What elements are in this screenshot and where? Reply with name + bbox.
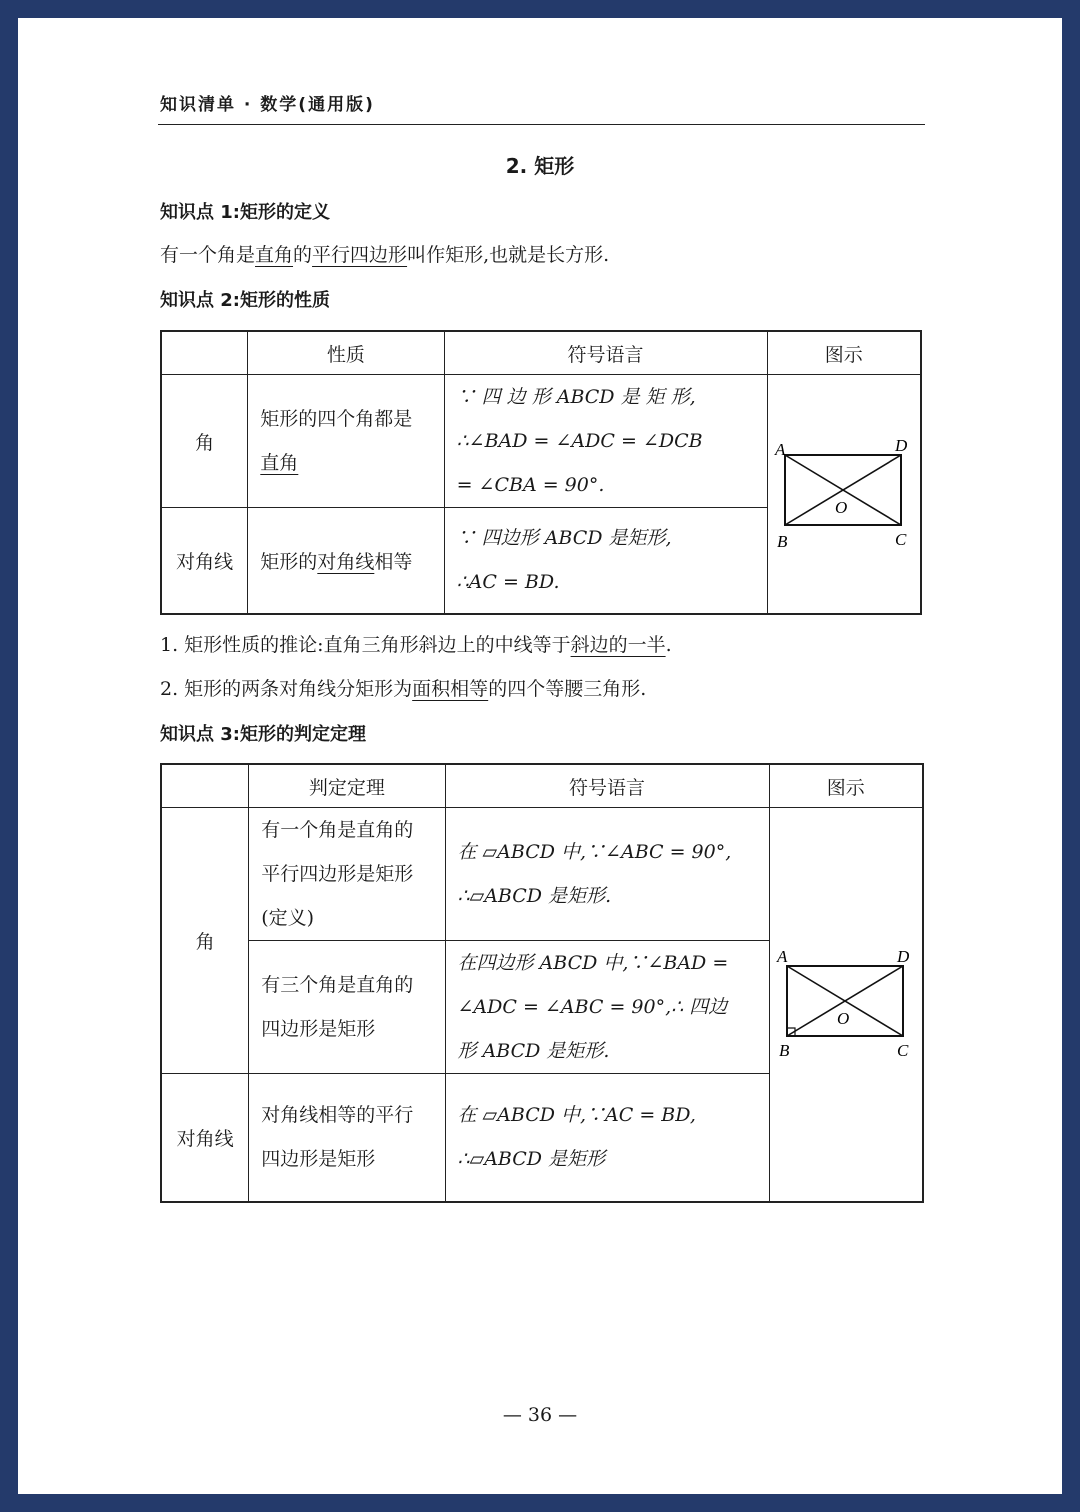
criteria-symbol-3 [445, 1074, 769, 1202]
criteria-symbol-3-line1: 在 ▱ABCD 中,∵AC = BD, [457, 1104, 696, 1127]
criteria-theorem-3 [249, 1074, 445, 1202]
property-diagonal [248, 508, 444, 614]
criteria-header-theorem: 判定定理 [249, 764, 445, 808]
properties-table [160, 330, 922, 615]
properties-header-figure: 图示 [767, 331, 921, 375]
label-d: D [894, 436, 908, 456]
criteria-theorem-1-line2: 平行四边形是矩形 [261, 863, 414, 885]
note-2 [160, 674, 646, 701]
property-diagonal-text-b: 相等 [374, 550, 413, 573]
note-1-underline: 斜边的一半 [570, 634, 666, 656]
rectangle-figure-criteria [771, 942, 921, 1062]
criteria-symbol-1-line2: ∴▱ABCD 是矩形. [457, 885, 612, 907]
criteria-symbol-2-line1: 在四边形 ABCD 中,∵∠BAD = [457, 952, 729, 974]
kp1-title: 知识点 1:矩形的定义 [160, 202, 330, 223]
kp3-title: 知识点 3:矩形的判定定理 [160, 724, 366, 745]
criteria-symbol-2 [445, 941, 769, 1074]
symbol-diagonal-line2: ∴AC = BD. [456, 571, 560, 594]
kp1-text-a: 有一个角是 [160, 244, 256, 266]
kp1-underline-parallelogram: 平行四边形 [312, 244, 408, 266]
kp1-text-c: 叫作矩形,也就是长方形. [407, 244, 610, 266]
symbol-angle-line3: = ∠CBA = 90°. [456, 474, 605, 496]
note-1 [160, 630, 672, 657]
note-2-underline: 面积相等 [412, 678, 489, 700]
criteria-header-empty [161, 764, 249, 808]
property-angle-text: 矩形的四个角都是 [260, 408, 413, 430]
header-rule [158, 124, 925, 125]
kp2-title: 知识点 2:矩形的性质 [160, 290, 330, 311]
criteria-table [160, 763, 924, 1203]
label-a: A [774, 440, 786, 460]
figure-cell-criteria [769, 808, 923, 1202]
note-1-text-b: . [665, 634, 672, 656]
criteria-header-symbol: 符号语言 [445, 764, 769, 808]
criteria-theorem-3-line2: 四边形是矩形 [261, 1148, 376, 1171]
label-c: C [894, 530, 907, 550]
symbol-angle [444, 375, 767, 508]
criteria-row-1 [161, 808, 923, 941]
label-b: B [776, 532, 788, 552]
label-o-criteria: O [836, 1008, 850, 1028]
criteria-header-row [161, 764, 923, 808]
criteria-theorem-1-line3: (定义) [261, 907, 315, 929]
row-label-angle: 角 [161, 375, 248, 508]
criteria-symbol-1 [445, 808, 769, 941]
properties-header-row [161, 331, 921, 375]
symbol-angle-line2: ∴∠BAD = ∠ADC = ∠DCB [456, 430, 703, 452]
criteria-header-figure: 图示 [769, 764, 923, 808]
page-number: — 36 — [502, 1404, 578, 1426]
criteria-theorem-1 [249, 808, 445, 941]
criteria-symbol-2-line2: ∠ADC = ∠ABC = 90°,∴ 四边 [457, 996, 728, 1018]
note-2-text-b: 的四个等腰三角形. [488, 678, 647, 700]
label-c-criteria: C [896, 1040, 909, 1060]
running-header: 知识清单 · 数学(通用版) [160, 95, 375, 115]
symbol-diagonal-line1: ∵ 四边形 ABCD 是矩形, [456, 527, 672, 550]
rectangle-figure [769, 431, 919, 551]
properties-row-angle [161, 375, 921, 508]
page [18, 18, 1062, 1494]
note-2-text-a: 2. 矩形的两条对角线分矩形为 [160, 678, 413, 700]
kp1-text-b: 的 [293, 244, 313, 266]
label-d-criteria: D [896, 946, 910, 966]
row-label-diagonal: 对角线 [161, 508, 248, 614]
kp1-underline-right-angle: 直角 [255, 244, 294, 266]
label-a-criteria: A [776, 946, 788, 966]
note-1-text-a: 1. 矩形性质的推论:直角三角形斜边上的中线等于 [160, 634, 571, 656]
criteria-label-diagonal: 对角线 [161, 1074, 249, 1202]
criteria-symbol-1-line1: 在 ▱ABCD 中,∵∠ABC = 90°, [457, 841, 732, 863]
properties-header-empty [161, 331, 248, 375]
criteria-theorem-3-line1: 对角线相等的平行 [261, 1104, 414, 1127]
criteria-symbol-2-line3: 形 ABCD 是矩形. [457, 1040, 610, 1062]
section-title: 2. 矩形 [505, 154, 575, 178]
symbol-angle-line1: ∵ 四 边 形 ABCD 是 矩 形, [456, 386, 696, 408]
criteria-theorem-2-line1: 有三个角是直角的 [261, 974, 414, 996]
criteria-label-angle: 角 [161, 808, 249, 1074]
property-diagonal-underline: 对角线 [317, 550, 375, 573]
property-diagonal-text-a: 矩形的 [260, 550, 318, 573]
criteria-theorem-1-line1: 有一个角是直角的 [261, 819, 414, 841]
criteria-theorem-2-line2: 四边形是矩形 [261, 1018, 376, 1040]
label-o: O [834, 498, 848, 518]
criteria-theorem-2 [249, 941, 445, 1074]
label-b-criteria: B [778, 1040, 790, 1060]
criteria-symbol-3-line2: ∴▱ABCD 是矩形 [457, 1148, 606, 1171]
properties-header-symbol: 符号语言 [444, 331, 767, 375]
symbol-diagonal [444, 508, 767, 614]
property-angle [248, 375, 444, 508]
property-angle-underline: 直角 [260, 452, 299, 474]
figure-cell-properties [767, 375, 921, 614]
kp1-definition [160, 240, 609, 267]
properties-header-property: 性质 [248, 331, 444, 375]
